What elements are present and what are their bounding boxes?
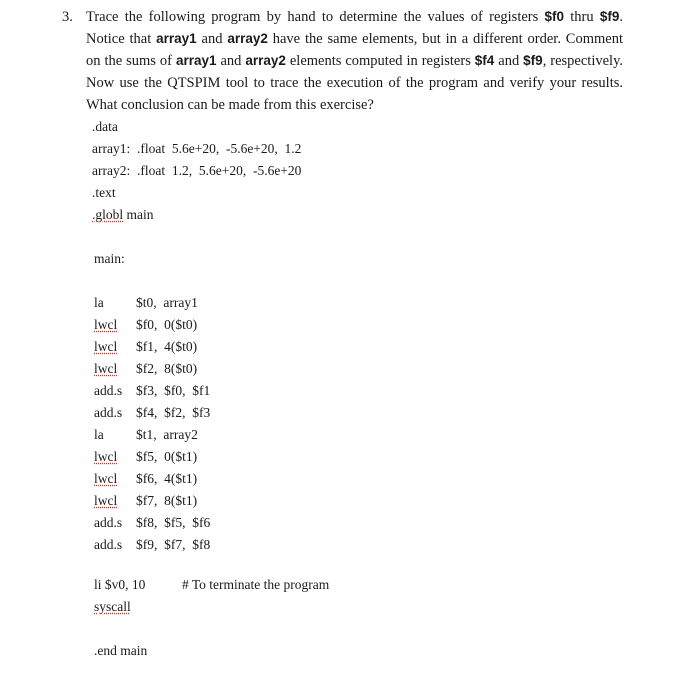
question-fragment: and: [196, 31, 228, 47]
array2-declaration: array2: .float 1.2, 5.6e+20, -5.6e+20: [92, 163, 302, 178]
syscall-line: [94, 598, 131, 616]
instruction-opcode: la: [94, 427, 104, 442]
question-fragment: Trace the following program by hand to determine the values of registers: [86, 9, 545, 25]
instruction-opcode: lwcl: [94, 339, 118, 354]
instruction-opcode: add.s: [94, 383, 123, 398]
question-keyword: array1: [156, 31, 197, 46]
instruction-operands: $f7, 8($t1): [136, 493, 198, 508]
question-fragment: , respectively. Now use the QTSPIM tool to trace the execution of the program and verify your results. What conclusion can be made from this exercise?: [86, 53, 624, 113]
instruction-operands: $f2, 8($t0): [136, 361, 198, 376]
question-fragment: and: [494, 53, 524, 69]
instruction-operands: $f5, 0($t1): [136, 449, 198, 464]
question-keyword: $f9: [523, 53, 543, 68]
li-instruction: li $v0, 10: [94, 577, 146, 592]
instruction-line: [94, 448, 197, 466]
question-keyword: $f4: [474, 53, 495, 68]
instruction-operands: $f4, $f2, $f3: [136, 405, 211, 420]
question-fragment: have the same elements, but in a different order. Comment on the sums of: [86, 31, 624, 69]
question-keyword: array2: [227, 31, 268, 46]
instruction-opcode: lwcl: [94, 493, 118, 508]
instruction-opcode: add.s: [94, 537, 123, 552]
question-keyword: array2: [245, 53, 286, 68]
syscall-keyword: syscall: [94, 599, 131, 614]
instruction-line: [94, 426, 198, 444]
instruction-operands: $f0, 0($t0): [136, 317, 198, 332]
instruction-line: [94, 470, 197, 488]
instruction-line: [94, 536, 210, 554]
instruction-operands: $f1, 4($t0): [136, 339, 198, 354]
instruction-line: [94, 382, 210, 400]
instruction-operands: $f3, $f0, $f1: [136, 383, 211, 398]
instruction-line: [94, 404, 210, 422]
question-text: [86, 6, 623, 116]
instruction-line: [94, 492, 197, 510]
question-number: 3.: [62, 9, 73, 25]
data-directive: .data: [92, 119, 118, 134]
instruction-opcode: add.s: [94, 515, 123, 530]
end-main: .end main: [94, 643, 148, 658]
question-fragment: and: [216, 53, 246, 69]
main-label: main:: [94, 251, 125, 266]
instruction-opcode: la: [94, 295, 104, 310]
array1-declaration: array1: .float 5.6e+20, -5.6e+20, 1.2: [92, 141, 302, 156]
question-keyword: $f0: [544, 9, 565, 24]
question-keyword: $f9: [599, 9, 620, 24]
question-fragment: thru: [564, 9, 600, 25]
question-fragment: elements computed in registers: [285, 53, 475, 69]
instruction-operands: $t1, array2: [136, 427, 198, 442]
instruction-opcode: lwcl: [94, 317, 118, 332]
instruction-operands: $f8, $f5, $f6: [136, 515, 211, 530]
globl-target: main: [123, 207, 154, 222]
text-directive: .text: [92, 185, 116, 200]
instruction-opcode: lwcl: [94, 361, 118, 376]
instruction-operands: $f6, 4($t1): [136, 471, 198, 486]
instruction-operands: $t0, array1: [136, 295, 198, 310]
globl-keyword: .globl: [92, 207, 124, 222]
instruction-opcode: add.s: [94, 405, 123, 420]
instruction-line: [94, 514, 210, 532]
question-fragment: . Notice that: [86, 9, 623, 47]
li-comment: # To terminate the program: [182, 577, 330, 592]
instruction-line: [94, 360, 197, 378]
globl-line: [92, 206, 154, 224]
instruction-operands: $f9, $f7, $f8: [136, 537, 211, 552]
instruction-line: [94, 294, 198, 312]
instruction-line: [94, 316, 197, 334]
instruction-line: [94, 338, 197, 356]
question-keyword: array1: [175, 53, 217, 68]
instruction-opcode: lwcl: [94, 471, 118, 486]
instruction-opcode: lwcl: [94, 449, 118, 464]
